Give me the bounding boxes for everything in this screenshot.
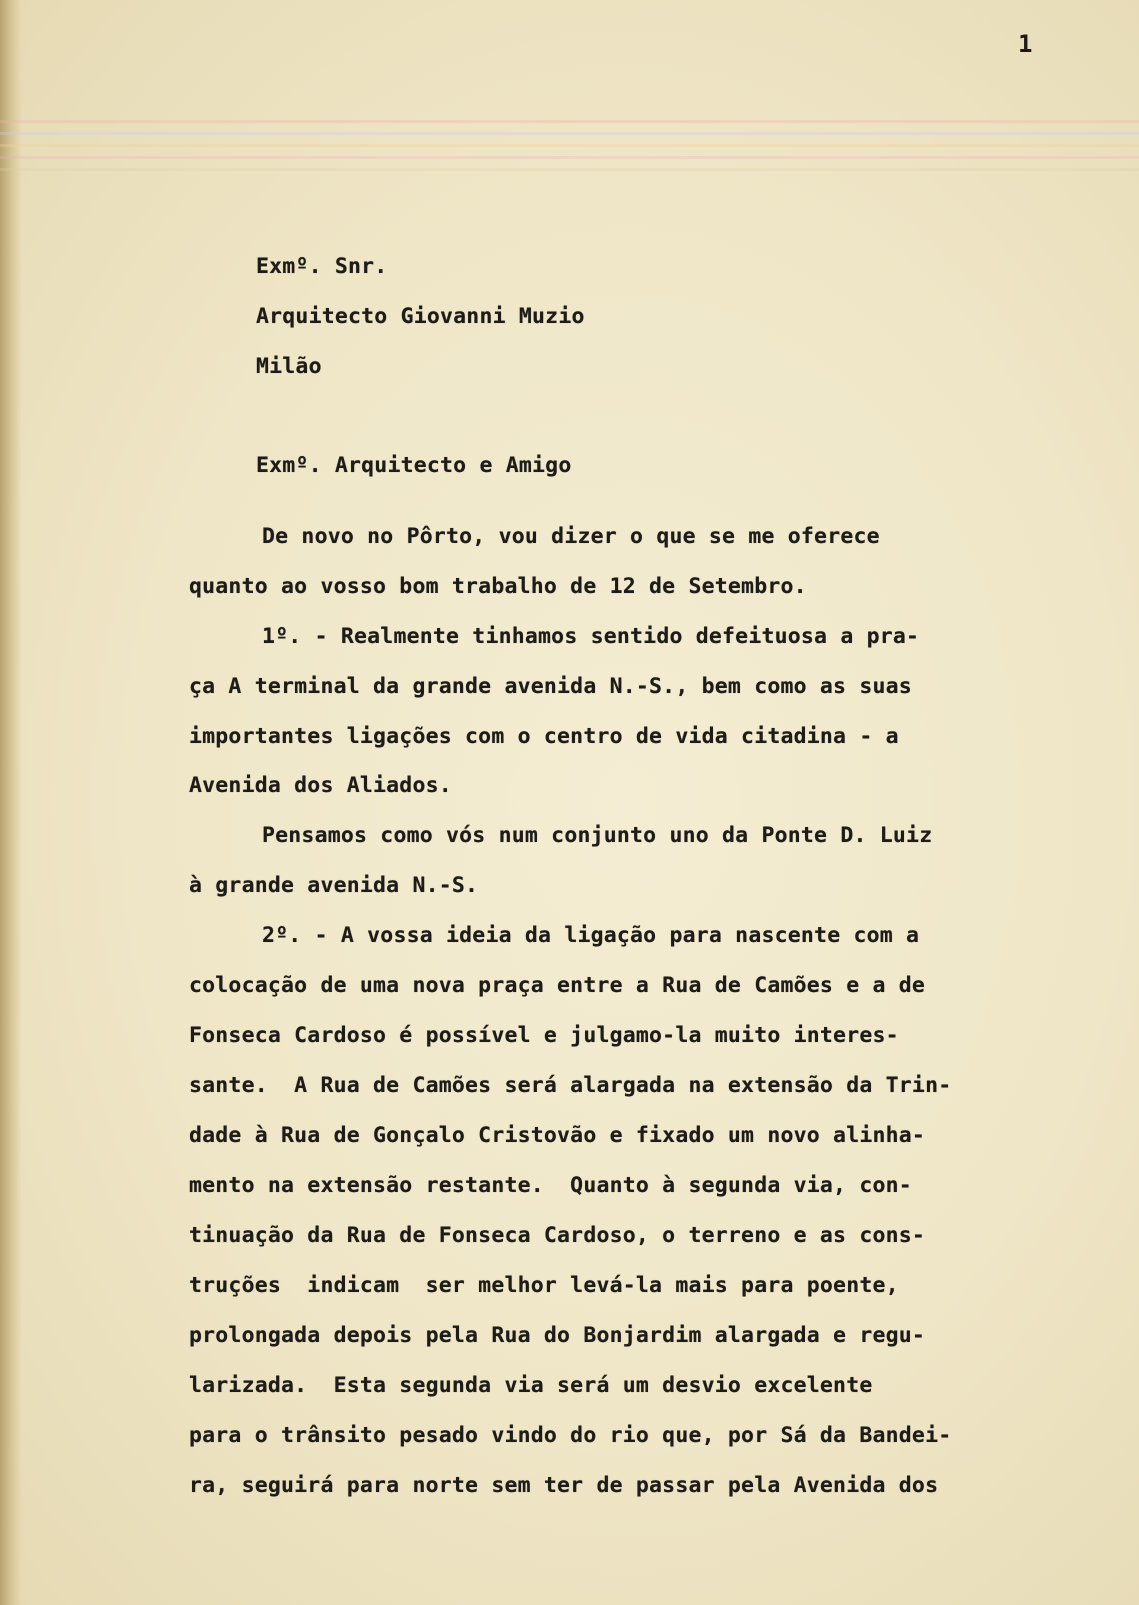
body-line: ça A terminal da grande avenida N.-S., bem como as suas: [189, 674, 912, 699]
body-line: Avenida dos Aliados.: [189, 773, 452, 798]
body-line: quanto ao vosso bom trabalho de 12 de Setembro.: [189, 574, 807, 599]
body-line: truções indicam ser melhor levá-la mais para poente,: [189, 1273, 899, 1298]
body-line: importantes ligações com o centro de vida citadina - a: [189, 724, 899, 749]
body-line: à grande avenida N.-S.: [189, 873, 479, 898]
body-line: 1º. - Realmente tinhamos sentido defeituosa a pra-: [262, 624, 920, 649]
address-line: Arquitecto Giovanni Muzio: [256, 304, 585, 329]
paper-stain-band: [0, 168, 1139, 171]
body-line: dade à Rua de Gonçalo Cristovão e fixado um novo alinha-: [189, 1123, 926, 1148]
body-line: Pensamos como vós num conjunto uno da Ponte D. Luiz: [262, 823, 933, 848]
paper-stain-band: [0, 144, 1139, 147]
salutation: Exmº. Arquitecto e Amigo: [256, 453, 572, 478]
body-line: sante. A Rua de Camões será alargada na extensão da Trin-: [189, 1073, 952, 1098]
paper-stain-band: [0, 120, 1139, 123]
body-line: para o trânsito pesado vindo do rio que, por Sá da Bandei-: [189, 1423, 952, 1448]
body-line: colocação de uma nova praça entre a Rua de Camões e a de: [189, 973, 926, 998]
paper-stain-band: [0, 156, 1139, 159]
body-line: ra, seguirá para norte sem ter de passar pela Avenida dos: [189, 1473, 939, 1498]
body-line: larizada. Esta segunda via será um desvio excelente: [189, 1373, 873, 1398]
paper-edge-shadow: [0, 0, 22, 1605]
body-line: prolongada depois pela Rua do Bonjardim alargada e regu-: [189, 1323, 926, 1348]
body-line: mento na extensão restante. Quanto à segunda via, con-: [189, 1173, 912, 1198]
address-line: Exmº. Snr.: [256, 254, 388, 279]
body-line: 2º. - A vossa ideia da ligação para nascente com a: [262, 923, 920, 948]
body-line: De novo no Pôrto, vou dizer o que se me oferece: [262, 524, 880, 549]
page-number: 1: [1018, 30, 1033, 58]
body-line: Fonseca Cardoso é possível e julgamo-la muito interes-: [189, 1023, 899, 1048]
body-line: tinuação da Rua de Fonseca Cardoso, o terreno e as cons-: [189, 1223, 926, 1248]
address-line: Milão: [256, 354, 322, 379]
paper-stain-band: [0, 132, 1139, 135]
